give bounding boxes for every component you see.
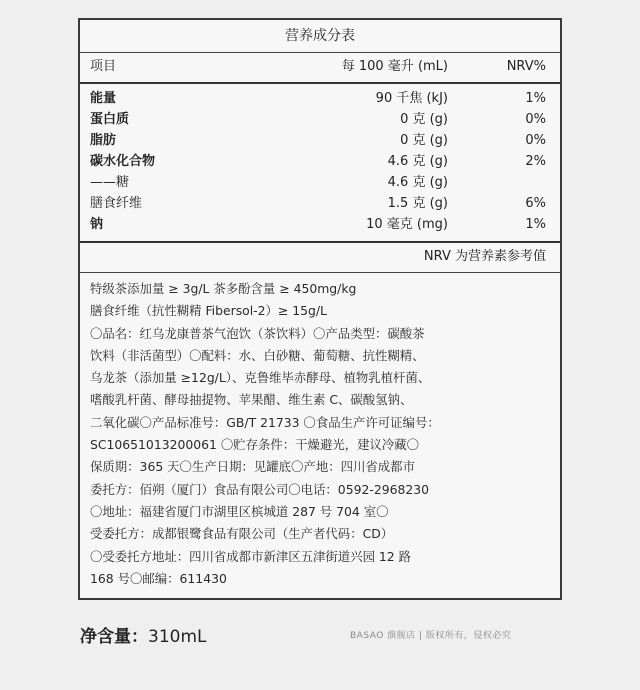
row-name: 能量 (90, 91, 117, 106)
net-content (80, 622, 206, 647)
row-name: 膳食纤维 (90, 196, 143, 211)
info-line: 168 号〇邮编：611430 (90, 570, 227, 586)
row-value: 10 毫克 (mg) (366, 217, 448, 232)
divider (80, 82, 560, 84)
net-content-label: 净含量： (80, 627, 148, 647)
row-name: ——糖 (90, 175, 130, 190)
row-name: 脂肪 (90, 133, 117, 148)
info-line: 特级茶添加量 ≥ 3g/L 茶多酚含量 ≥ 450mg/kg (90, 281, 357, 296)
row-value: 4.6 克 (g) (387, 154, 448, 169)
header-nrv: NRV% (506, 59, 546, 74)
info-line: 受委托方：成都银鹭食品有限公司（生产者代码：CD） (90, 526, 394, 542)
info-line: 〇地址：福建省厦门市湖里区槟城道 287 号 704 室〇 (90, 503, 389, 519)
nrv-note: NRV 为营养素参考值 (423, 249, 546, 264)
table-title: 营养成分表 (285, 28, 355, 44)
row-name: 碳水化合物 (90, 154, 156, 169)
info-line: 保质期：365 天〇生产日期：见罐底〇产地：四川省成都市 (90, 459, 415, 475)
info-line: 饮料（非活菌型）〇配料：水、白砂糖、葡萄糖、抗性糊精、 (90, 347, 425, 363)
info-line: 二氧化碳〇产品标准号：GB/T 21733 〇食品生产许可证编号： (90, 414, 440, 430)
nutrition-label (78, 18, 562, 600)
header-per: 每 100 毫升 (mL) (341, 59, 448, 74)
row-value: 1.5 克 (g) (387, 196, 448, 211)
info-line: 〇品名：红乌龙康普茶气泡饮（茶饮料）〇产品类型：碳酸茶 (90, 325, 425, 341)
header-item: 项目 (90, 59, 117, 74)
info-line: SC10651013200061 〇贮存条件：干燥避光，建议冷藏〇 (90, 437, 420, 453)
info-line: 委托方：佰朔（厦门）食品有限公司〇电话：0592-2968230 (90, 481, 429, 497)
product-info (90, 278, 548, 590)
divider (80, 241, 560, 243)
info-line: 膳食纤维（抗性糊精 Fibersol-2）≥ 15g/L (90, 303, 327, 319)
row-nrv: 1% (525, 91, 546, 106)
info-line: 〇受委托方地址：四川省成都市新津区五津街道兴园 12 路 (90, 548, 412, 564)
row-value: 0 克 (g) (400, 133, 448, 148)
row-name: 钠 (90, 217, 104, 232)
row-nrv: 1% (525, 217, 546, 232)
row-value: 90 千焦 (kJ) (375, 91, 448, 106)
row-nrv: 2% (525, 154, 546, 169)
row-name: 蛋白质 (90, 112, 130, 127)
brand-watermark: BASAO 旗舰店 | 版权所有，侵权必究 (350, 631, 512, 641)
info-line: 嗜酸乳杆菌、酵母抽提物、苹果醋、维生素 C、碳酸氢钠、 (90, 392, 413, 408)
row-value: 4.6 克 (g) (387, 175, 448, 190)
row-nrv: 0% (525, 133, 546, 148)
row-nrv: 6% (525, 196, 546, 211)
row-nrv: 0% (525, 112, 546, 127)
info-line: 乌龙茶（添加量 ≥12g/L）、克鲁维毕赤酵母、植物乳植杆菌、 (90, 370, 431, 386)
divider (80, 52, 560, 53)
row-value: 0 克 (g) (400, 112, 448, 127)
net-content-volume: 310mL (148, 627, 207, 647)
divider (80, 272, 560, 273)
